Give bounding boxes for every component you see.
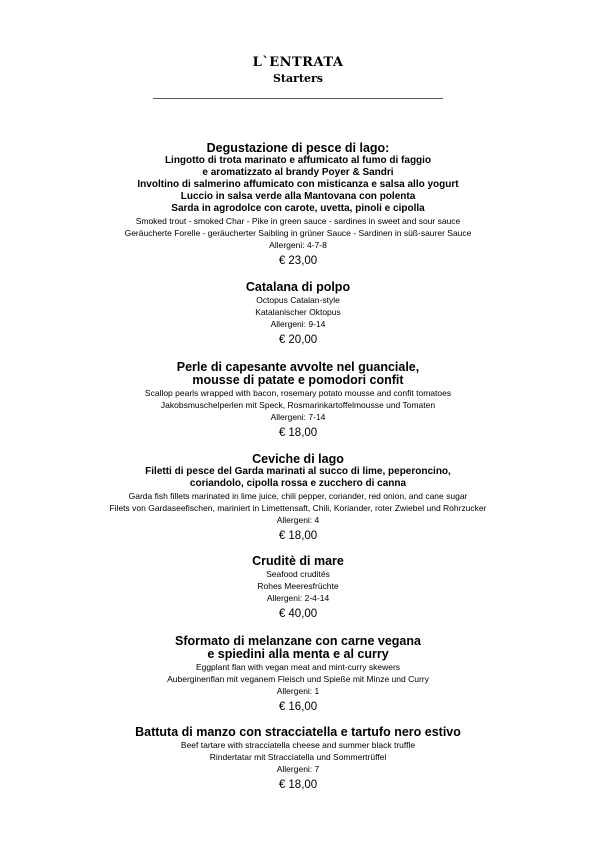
- dish-translation-de: Filets von Gardaseefischen, mariniert in Limettensaft, Chili, Koriander, roter Zwiebel und Rohrzucker: [109, 503, 487, 513]
- dish-battuta: [0, 726, 596, 792]
- dish-crudite: [0, 555, 596, 621]
- dish-ceviche: [0, 453, 596, 543]
- dish-price: € 18,00: [278, 779, 318, 791]
- dish-translation-en: Octopus Catalan-style: [256, 295, 340, 305]
- dish-translation-en: Garda fish fillets marinated in lime juice, chili pepper, coriander, red onion, and cane sugar: [128, 491, 468, 501]
- dish-name: [0, 635, 596, 661]
- dish-name: [0, 726, 596, 739]
- dish-price: € 16,00: [278, 701, 318, 713]
- dish-name-line: Catalana di polpo: [245, 280, 351, 294]
- dish-name-line: Battuta di manzo con stracciatella e tartufo nero estivo: [135, 725, 461, 739]
- dish-translation-de: Auberginenflan mit veganem Fleisch und Spieße mit Minze und Curry: [167, 674, 429, 684]
- dish-translation-de: Rohes Meeresfrüchte: [257, 581, 339, 591]
- dish-allergens: Allergeni: 4: [276, 515, 320, 525]
- dish-price: € 18,00: [278, 530, 318, 542]
- dish-name: [0, 361, 596, 387]
- dish-allergens: Allergeni: 1: [276, 686, 320, 696]
- dish-name: [0, 453, 596, 466]
- dish-catalana: [0, 281, 596, 347]
- section-subtitle: Starters: [272, 72, 323, 85]
- dish-allergens: Allergeni: 9-14: [270, 319, 326, 329]
- dish-capesante: [0, 361, 596, 440]
- dish-translation-en: Beef tartare with stracciatella cheese and summer black truffle: [180, 740, 416, 750]
- dish-allergens: Allergeni: 7: [276, 764, 320, 774]
- dish-price: € 20,00: [278, 334, 318, 346]
- dish-translation-en: Eggplant flan with vegan meat and mint-curry skewers: [195, 662, 401, 672]
- dish-name-line: Perle di capesante avvolte nel guanciale,: [176, 360, 420, 374]
- dish-price: € 40,00: [278, 608, 318, 620]
- dish-name-line: Degustazione di pesce di lago:: [206, 141, 390, 155]
- dish-translation-de: Rindertatar mit Stracciatella und Sommertrüffel: [209, 752, 387, 762]
- header-divider: [153, 98, 443, 99]
- dish-allergens: Allergeni: 2-4-14: [266, 593, 330, 603]
- dish-allergens: Allergeni: 7-14: [270, 412, 326, 422]
- dish-translation-en: Scallop pearls wrapped with bacon, rosemary potato mousse and confit tomatoes: [144, 388, 452, 398]
- section-title: L`ENTRATA: [252, 55, 344, 70]
- dish-translation-de: Katalanischer Oktopus: [255, 307, 341, 317]
- dish-description: e aromatizzato al brandy Poyer & Sandri: [202, 167, 394, 178]
- dish-name: [0, 281, 596, 294]
- menu-header: [0, 55, 596, 86]
- dish-name-line: e spiedini alla menta e al curry: [207, 647, 389, 661]
- dish-name-line: Sformato di melanzane con carne vegana: [175, 634, 421, 648]
- dish-degustazione: [0, 142, 596, 268]
- dish-name-line: mousse di patate e pomodori confit: [192, 373, 404, 387]
- dish-translation-de: Geräucherte Forelle - geräucherter Saibling in grüner Sauce - Sardinen in süß-saurer Sauce: [124, 228, 472, 238]
- dish-allergens: Allergeni: 4-7-8: [269, 240, 327, 250]
- dish-name: [0, 142, 596, 155]
- dish-description: Involtino di salmerino affumicato con misticanza e salsa allo yogurt: [137, 179, 459, 190]
- dish-translation-de: Jakobsmuschelperlen mit Speck, Rosmarinkartoffelmousse und Tomaten: [160, 400, 436, 410]
- dish-description: Filetti di pesce del Garda marinati al succo di lime, peperoncino,: [145, 466, 451, 477]
- dish-name: [0, 555, 596, 568]
- dish-description: Sarda in agrodolce con carote, uvetta, pinoli e cipolla: [171, 203, 425, 214]
- dish-sformato: [0, 635, 596, 714]
- dish-description: coriandolo, cipolla rossa e zucchero di canna: [189, 478, 407, 489]
- dish-description: Lingotto di trota marinato e affumicato al fumo di faggio: [164, 155, 432, 166]
- dish-name-line: Cruditè di mare: [252, 554, 344, 568]
- dish-name-line: Ceviche di lago: [252, 452, 344, 466]
- dish-translation-en: Seafood crudités: [266, 569, 330, 579]
- dish-price: € 23,00: [278, 255, 318, 267]
- dish-translation-en: Smoked trout - smoked Char - Pike in green sauce - sardines in sweet and sour sauce: [135, 216, 461, 226]
- dish-price: € 18,00: [278, 427, 318, 439]
- dish-description: Luccio in salsa verde alla Mantovana con polenta: [180, 191, 416, 202]
